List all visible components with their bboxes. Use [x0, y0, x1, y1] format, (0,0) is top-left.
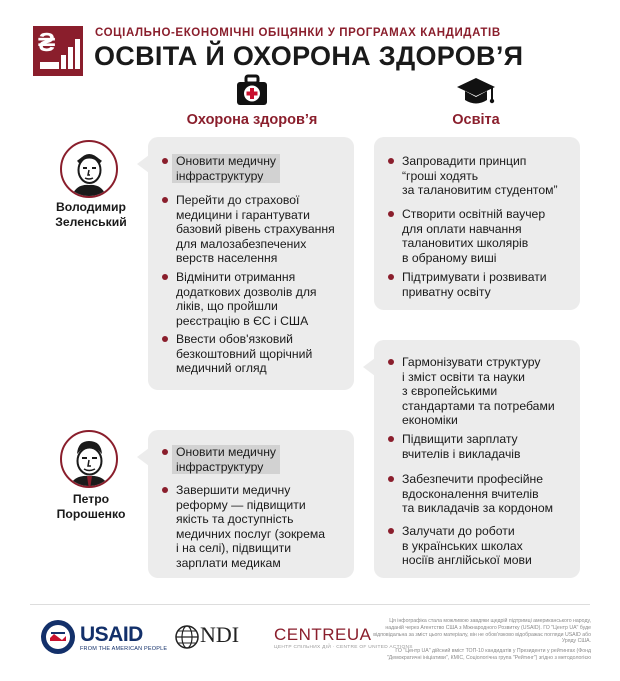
methodology-note: ГО "Центр UA" дійсний вміст ТОП-10 кандидатів у Президенти у рейтингах (Фонд "Демократичні ініціативи", КМІС, Соціологічна група "Рейтинг") згідно з методологією — [386, 648, 591, 661]
card-zelensky-education — [374, 137, 580, 310]
page-subtitle: СОЦІАЛЬНО-ЕКОНОМІЧНІ ОБІЦЯНКИ У ПРОГРАМАХ КАНДИДАТІВ — [95, 27, 501, 39]
centreua-logo-text: CENTREUA — [274, 625, 372, 644]
usaid-tagline: FROM THE AMERICAN PEOPLE — [80, 646, 168, 652]
footer-divider — [30, 604, 590, 605]
centreua-tagline: ЦЕНТР СПІЛЬНИХ ДІЙ · CENTRE OF UNITED ACTIONS — [274, 645, 413, 650]
promise-item: Забезпечити професійне вдосконалення вчителів та викладачів за кордоном — [388, 472, 570, 516]
ndi-globe-icon — [174, 624, 200, 650]
medical-kit-icon — [235, 73, 269, 107]
bullet-icon — [388, 211, 394, 217]
promise-item: Ввести обов'язковий безкоштовний щорічний медичний огляд — [162, 332, 344, 376]
page-title: ОСВІТА Й ОХОРОНА ЗДОРОВ’Я — [94, 41, 524, 71]
bullet-icon — [162, 197, 168, 203]
promise-item: Підвищити зарплату вчителів і викладачів — [388, 432, 570, 461]
logo-bar — [68, 47, 73, 69]
promise-item: Залучати до роботи в українських школах носіїв англійської мови — [388, 524, 570, 568]
logo-bar — [75, 39, 80, 69]
bullet-icon — [388, 274, 394, 280]
disclaimer-text: Ця інфографіка стала можливою завдяки щедрій підтримці американського народу, наданій через Агентство США з Міжнародного Розвитку (USAID). ГО "Центр UA" буде відповідальна за зміст цього матеріалу, він не обов'язково відображає погляди USAID або Уряду США. — [373, 618, 591, 645]
bullet-icon — [388, 528, 394, 534]
bullet-icon — [388, 476, 394, 482]
centreua-logo — [33, 26, 83, 76]
avatar-poroshenko — [60, 430, 118, 488]
candidate-name-zelensky: Володимир Зеленський — [55, 200, 127, 229]
ndi-logo-text: NDI — [200, 622, 240, 647]
usaid-seal-icon — [40, 619, 76, 655]
promise-item: Запровадити принцип “гроші ходять за талановитим студентом” — [388, 154, 570, 198]
bullet-icon — [162, 274, 168, 280]
promise-item: Підтримувати і розвивати приватну освіту — [388, 270, 570, 299]
candidate-name-poroshenko: Петро Порошенко — [56, 492, 126, 521]
speech-tail — [137, 448, 149, 466]
avatar-zelensky — [60, 140, 118, 198]
speech-tail — [363, 358, 375, 376]
logo-bar — [40, 62, 59, 69]
card-zelensky-health — [148, 137, 354, 390]
bullet-icon — [162, 158, 168, 164]
card-poroshenko-education — [374, 340, 580, 578]
promise-item: Відмінити отримання додаткових дозволів для ліків, що пройшли реєстрацію в ЄС і США — [162, 270, 344, 328]
promise-item: Завершити медичну реформу — підвищити якість та доступність медичних послуг (зокрема і на селі), підвищити зарплати медикам — [162, 483, 344, 570]
promise-item: Перейти до страхової медицини і гарантувати базовий рівень страхування для малозабезпечених верств населення — [162, 193, 344, 266]
bullet-icon — [162, 449, 168, 455]
bullet-icon — [388, 436, 394, 442]
bullet-icon — [162, 336, 168, 342]
column-header-health: Охорона здоров’я — [186, 112, 318, 128]
card-poroshenko-health — [148, 430, 354, 578]
promise-item: Гармонізувати структуру і зміст освіти та науки з європейськими стандартами та потребами економіки — [388, 355, 570, 428]
hryvnia-icon: ₴ — [38, 27, 56, 57]
speech-tail — [137, 155, 149, 173]
promise-item: Створити освітній ваучер для оплати навчання талановитих школярів в обраному виші — [388, 207, 570, 265]
promise-item: Оновити медичну інфраструктуру — [162, 445, 344, 474]
bullet-icon — [388, 158, 394, 164]
usaid-logo-text: USAID — [80, 623, 143, 646]
graduation-cap-icon — [456, 76, 496, 108]
bullet-icon — [162, 487, 168, 493]
promise-item: Оновити медичну інфраструктуру — [162, 154, 344, 183]
logo-bar — [61, 55, 66, 69]
bullet-icon — [388, 359, 394, 365]
column-header-education: Освіта — [452, 112, 500, 128]
